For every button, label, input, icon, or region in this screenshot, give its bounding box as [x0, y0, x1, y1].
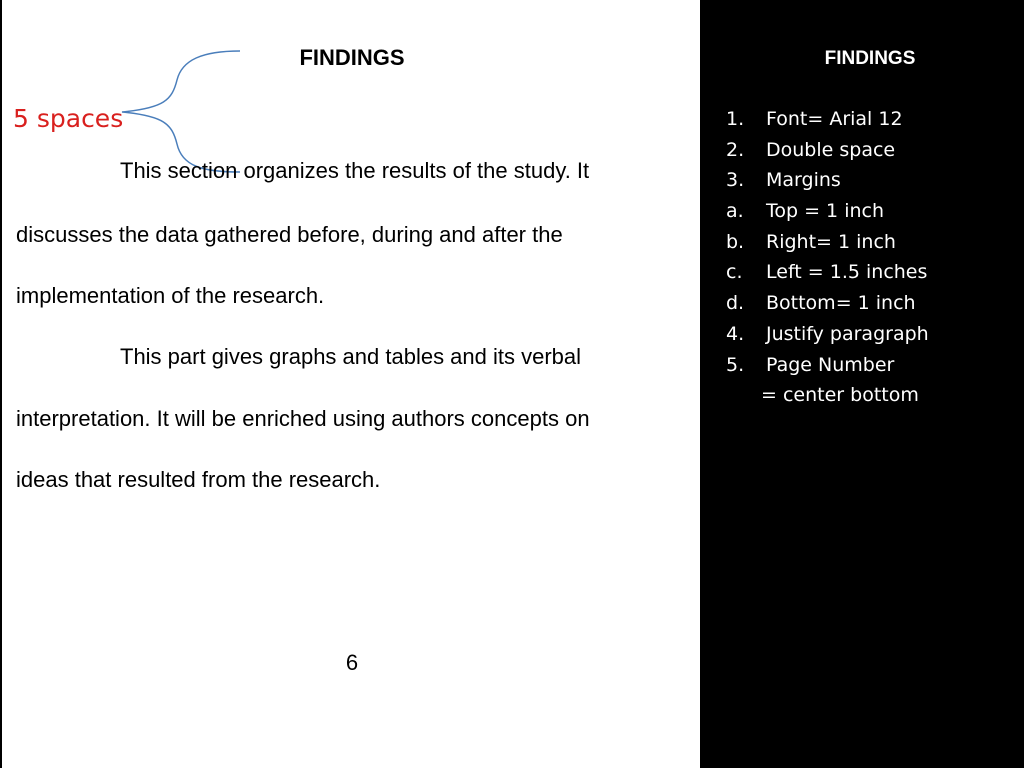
body-line: implementation of the research. [16, 283, 325, 308]
body-line: ideas that resulted from the research. [16, 467, 381, 492]
continuation-text: = center bottom [761, 384, 919, 407]
list-item [726, 350, 929, 381]
list-item-text: Font= Arial 12 [766, 108, 903, 130]
list-item-text: Margins [766, 169, 841, 192]
document-title: FINDINGS [299, 45, 405, 70]
formatting-rules-list [726, 104, 929, 411]
list-item-text: Bottom= 1 inch [766, 292, 916, 315]
list-item-text: Top = 1 inch [766, 200, 884, 223]
list-marker: 2. [726, 138, 745, 161]
list-item-text: Double space [766, 138, 896, 161]
findings-panel [700, 0, 1024, 768]
list-marker: 4. [726, 322, 745, 345]
body-line: This section organizes the results of the study. It [120, 158, 590, 183]
list-item-text: Left = 1.5 inches [766, 261, 928, 284]
list-item [726, 288, 929, 319]
list-marker: b. [726, 230, 745, 253]
panel-title: FINDINGS [824, 48, 916, 69]
document-page [2, 0, 700, 768]
list-marker: 3. [726, 169, 745, 192]
list-item [726, 257, 929, 288]
list-marker: 5. [726, 353, 745, 376]
list-item [726, 319, 929, 350]
page-number: 6 [345, 650, 359, 675]
list-item-text: Right= 1 inch [766, 230, 896, 253]
list-item [726, 135, 929, 166]
body-line: interpretation. It will be enriched using authors concepts on [16, 406, 590, 431]
list-item-text: Justify paragraph [766, 322, 929, 345]
body-line: discusses the data gathered before, during and after the [16, 222, 563, 247]
list-item-text: Page Number [766, 353, 895, 376]
list-marker: 1. [726, 108, 745, 130]
five-spaces-annotation: 5 spaces [13, 104, 124, 133]
list-item [726, 165, 929, 196]
list-marker: c. [726, 261, 743, 284]
list-item-continuation [726, 380, 929, 411]
list-marker: a. [726, 200, 744, 223]
body-line: This part gives graphs and tables and its verbal [120, 344, 582, 369]
list-marker: d. [726, 292, 745, 315]
list-item [726, 104, 929, 135]
list-item [726, 227, 929, 258]
list-item [726, 196, 929, 227]
